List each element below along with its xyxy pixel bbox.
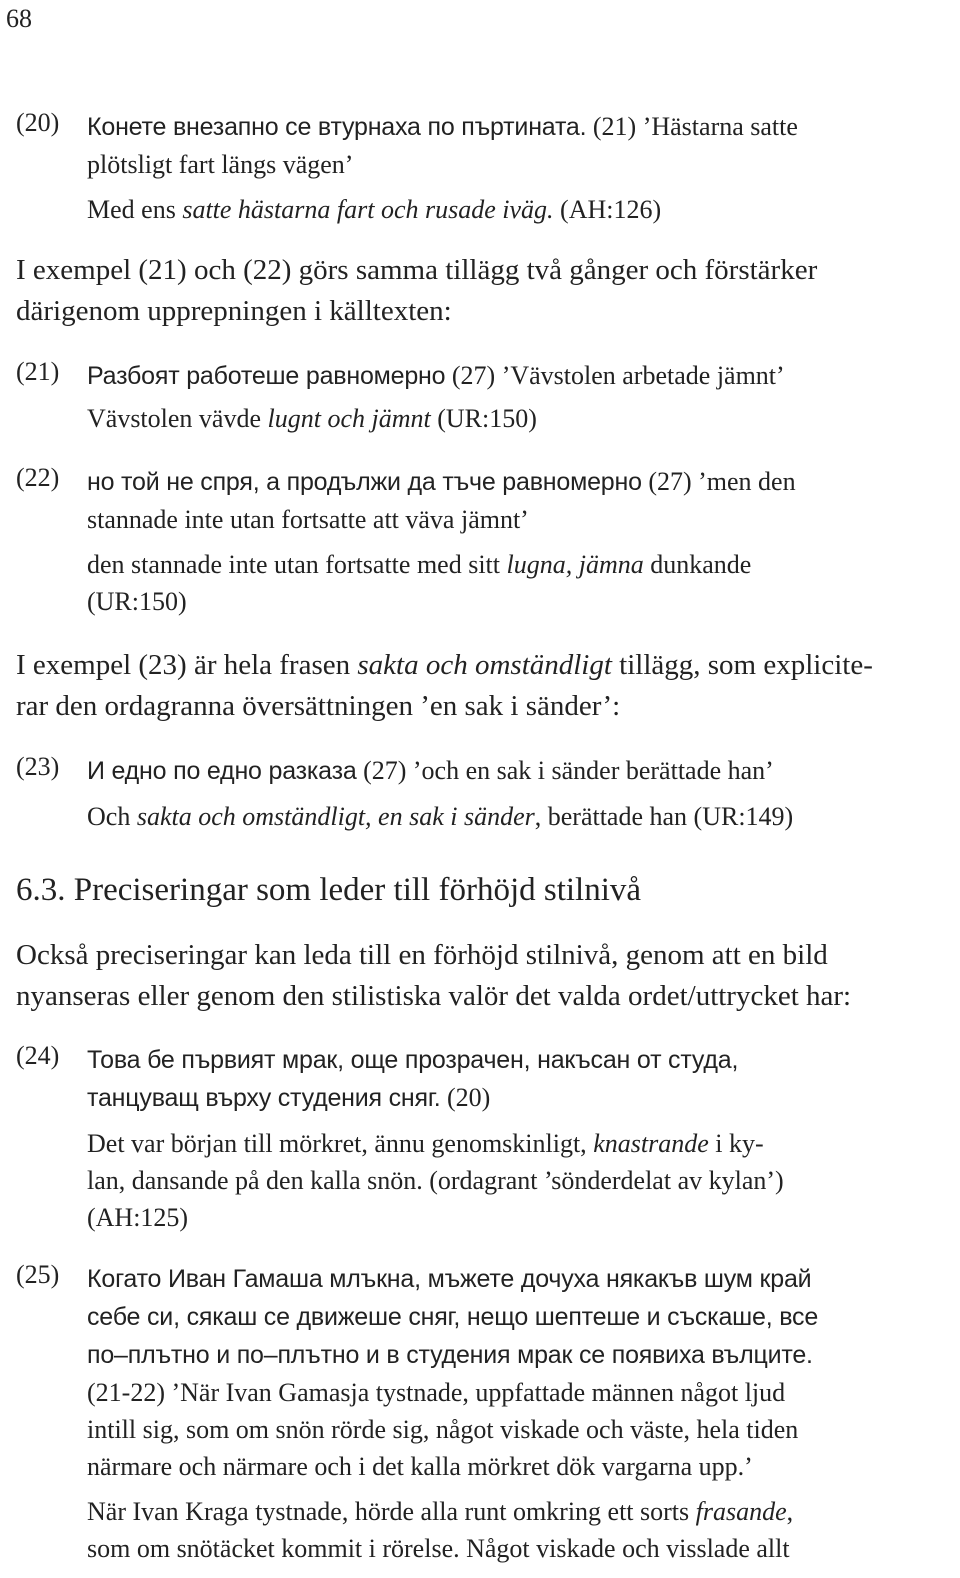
gloss-line: närmare och närmare och i det kalla mörkret dök vargarna upp.’ [87,1452,753,1481]
translation-text: Det var början till mörkret, ännu genomskinligt, [87,1129,594,1158]
gloss-text: (27) ’men den [641,467,796,496]
example-source-line [87,752,942,790]
example-number: (21) [16,357,60,386]
translation-text: i ky- [708,1129,764,1158]
paragraph-line: därigenom upprepningen i källtexten: [16,295,452,327]
translation-italic: satte hästarna fart och rusade iväg. [182,195,554,224]
translation-italic: sakta och omständligt, en sak i sänder [136,802,535,831]
example-number: (24) [16,1041,60,1070]
example-20 [16,108,942,228]
translation-italic: lugnt och jämnt [267,404,431,433]
section-heading: 6.3. Preciseringar som leder till förhöjd stilnivå [16,872,642,908]
translation-line [87,798,942,835]
gloss-line: intill sig, som om snön rörde sig, något viskade och väste, hela tiden [87,1415,799,1444]
gloss-line: plötsligt fart längs vägen’ [87,150,354,179]
translation-text: Vävstolen vävde [87,404,268,433]
translation-line: lan, dansande på den kalla snön. (ordagrant ’sönderdelat av kylan’) [87,1166,784,1195]
example-21 [16,357,942,437]
paragraph-line: nyanseras eller genom den stilistiska valör det valda ordet/uttrycket har: [16,980,852,1012]
example-source-line [87,463,942,501]
translation-italic: knastrande [593,1129,709,1158]
example-source-line [87,108,942,146]
gloss-text: (27) ’och en sak i sänder berättade han’ [356,756,774,785]
paragraph-text: I exempel (23) är hela frasen [16,649,358,681]
source-text: Когато Иван Гамаша млъкна, мъжете дочуха някакъв шум край [87,1265,812,1293]
example-25 [16,1260,942,1567]
translation-italic: frasande [695,1497,787,1526]
gloss-text: (27) ’Vävstolen arbetade jämnt’ [445,361,785,390]
example-source-line [87,1298,942,1336]
reference-text: (AH:126) [553,195,662,224]
body-paragraph [16,250,944,332]
paragraph-line: rar den ordagranna översättningen ’en sak i sänder’: [16,690,621,722]
gloss-line: stannade inte utan fortsatte att väva jämnt’ [87,505,529,534]
translation-text: dunkande [643,550,752,579]
source-text: но той не спря, а продължи да тъче равномерно [87,468,642,496]
body-paragraph [16,935,944,1017]
reference-text: , berättade han (UR:149) [534,802,794,831]
translation-text: Och [87,802,137,831]
translation-italic: lugna, jämna [506,550,644,579]
source-text: Конете внезапно се втурнаха по пъртината. [87,113,587,141]
example-24 [16,1041,942,1236]
reference-line: (AH:125) [87,1203,189,1232]
paragraph-text: tillägg, som explicite- [611,649,873,681]
source-text: по–плътно и по–плътно и в студения мрак се появиха вълците. [87,1341,813,1369]
gloss-text: (21) ’Hästarna satte [586,112,798,141]
source-text: Това бе първият мрак, още прозрачен, накъсан от студа, [87,1046,739,1074]
translation-text: När Ivan Kraga tystnade, hörde alla runt omkring ett sorts [87,1497,696,1526]
source-text: И едно по едно разказа [87,757,357,785]
translation-line [87,546,942,583]
source-text: себе си, сякаш се движеше сняг, нещо шептеше и съскаше, все [87,1303,819,1331]
paragraph-italic: sakta och omständligt [357,649,612,681]
example-source-line [87,1260,942,1298]
example-number: (20) [16,108,60,137]
translation-line [87,191,942,228]
example-number: (22) [16,463,60,492]
example-source-line [87,1336,942,1374]
paragraph-line [16,645,944,686]
reference-text: (UR:150) [430,404,537,433]
reference-text: (20) [440,1083,491,1112]
body-paragraph [16,645,944,727]
example-number: (25) [16,1260,60,1289]
example-source-line [87,1079,942,1117]
example-source-line [87,1041,942,1079]
page-number: 68 [6,4,32,33]
gloss-line: (21-22) ’När Ivan Gamasja tystnade, uppfattade männen något ljud [87,1378,786,1407]
translation-line: som om snötäcket kommit i rörelse. Något viskade och visslade allt [87,1534,790,1563]
example-source-line [87,357,942,395]
example-22 [16,463,942,620]
source-text: танцуващ върху студения сняг. [87,1084,441,1112]
translation-line [87,1125,942,1162]
paragraph-line: I exempel (21) och (22) görs samma tillägg två gånger och förstärker [16,254,818,286]
translation-text: , [786,1497,794,1526]
translation-line [87,400,942,437]
source-text: Разбоят работеше равномерно [87,362,446,390]
example-number: (23) [16,752,60,781]
translation-text: den stannade inte utan fortsatte med sitt [87,550,507,579]
translation-text: Med ens [87,195,183,224]
translation-line [87,1493,942,1530]
reference-line: (UR:150) [87,587,187,616]
paragraph-line: Också preciseringar kan leda till en förhöjd stilnivå, genom att en bild [16,939,828,971]
example-23 [16,752,942,835]
